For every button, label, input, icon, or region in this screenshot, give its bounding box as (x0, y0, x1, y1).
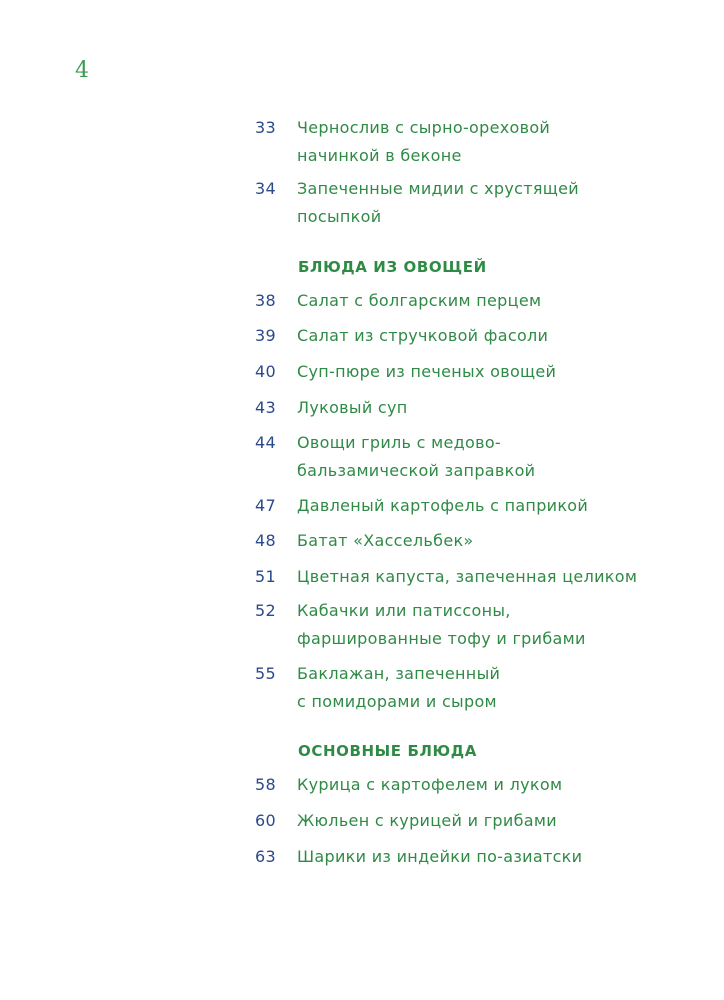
toc-page-number: 63 (255, 847, 276, 866)
toc-page-number: 43 (255, 398, 276, 417)
toc-title: Шарики из индейки по-азиатски (297, 847, 583, 866)
toc-title: Баклажан, запеченный с помидорами и сыром (297, 664, 501, 711)
page-number: 4 (75, 58, 89, 83)
toc-page-number: 33 (255, 118, 276, 137)
toc-page-number: 39 (255, 326, 276, 345)
toc-page-number: 34 (255, 179, 276, 198)
section-heading: БЛЮДА ИЗ ОВОЩЕЙ (298, 258, 487, 276)
toc-title: Жюльен с курицей и грибами (297, 811, 557, 830)
toc-page-number: 55 (255, 664, 276, 683)
toc-title: Курица с картофелем и луком (297, 775, 563, 794)
toc-page-number: 48 (255, 531, 276, 550)
toc-page-number: 52 (255, 601, 276, 620)
toc-title: Давленый картофель с паприкой (297, 496, 589, 515)
section-heading: ОСНОВНЫЕ БЛЮДА (298, 742, 477, 760)
toc-title: Суп-пюре из печеных овощей (297, 362, 557, 381)
toc-page-number: 44 (255, 433, 276, 452)
toc-title: Кабачки или патиссоны, фаршированные тофу и грибами (297, 601, 586, 648)
toc-page-number: 40 (255, 362, 276, 381)
toc-page-number: 58 (255, 775, 276, 794)
toc-page-number: 47 (255, 496, 276, 515)
toc-title: Батат «Хассельбек» (297, 531, 474, 550)
toc-title: Салат из стручковой фасоли (297, 326, 549, 345)
toc-title: Чернослив с сырно-ореховой начинкой в беконе (297, 118, 551, 165)
toc-title: Овощи гриль с медово- бальзамической заправкой (297, 433, 536, 480)
toc-title: Запеченные мидии с хрустящей посыпкой (297, 179, 579, 226)
toc-title: Цветная капуста, запеченная целиком (297, 567, 638, 586)
toc-page-number: 38 (255, 291, 276, 310)
toc-page-number: 51 (255, 567, 276, 586)
toc-page-number: 60 (255, 811, 276, 830)
toc-title: Салат с болгарским перцем (297, 291, 542, 310)
toc-title: Луковый суп (297, 398, 408, 417)
